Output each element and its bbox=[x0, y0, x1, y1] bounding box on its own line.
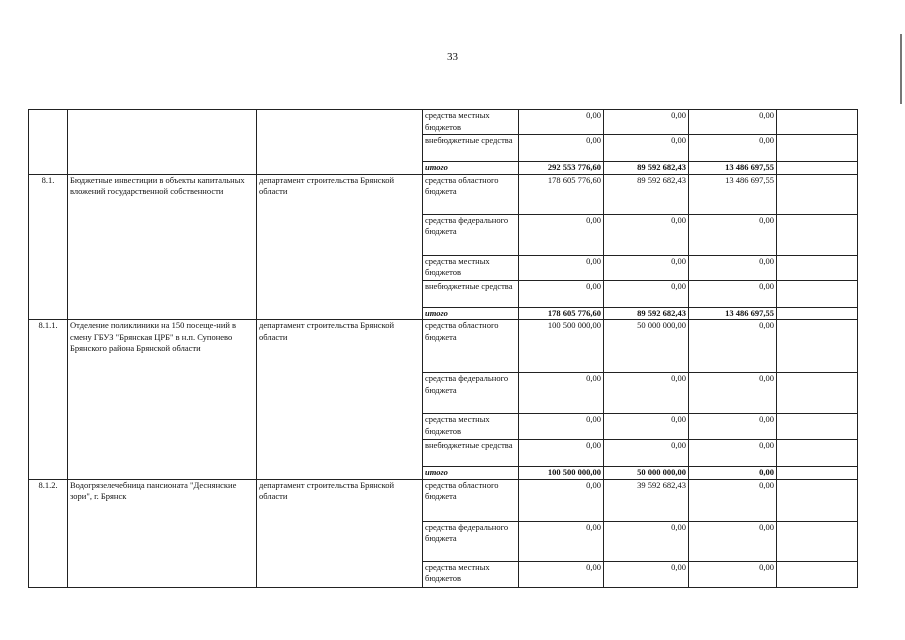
amount-cell-v1: 0,00 bbox=[519, 521, 604, 561]
funding-source-cell: средства областного бюджета bbox=[423, 174, 519, 214]
funding-source-cell: средства областного бюджета bbox=[423, 479, 519, 521]
code-cell: 8.1.2. bbox=[29, 479, 68, 587]
amount-cell-v3: 0,00 bbox=[689, 373, 777, 414]
amount-cell-v1: 178 605 776,60 bbox=[519, 307, 604, 320]
scan-edge-mark bbox=[900, 34, 902, 104]
amount-cell-v3: 0,00 bbox=[689, 479, 777, 521]
amount-cell-v2: 0,00 bbox=[604, 373, 689, 414]
amount-cell-v2: 0,00 bbox=[604, 255, 689, 280]
funding-source-cell: внебюджетные средства bbox=[423, 135, 519, 162]
name-cell: Отделение поликлиники на 150 посеще-ний в смену ГБУЗ "Брянская ЦРБ" в н.п. Супонево Брянского района Брянской области bbox=[68, 320, 257, 480]
code-cell: 8.1. bbox=[29, 174, 68, 320]
amount-cell-v3: 0,00 bbox=[689, 280, 777, 307]
funding-source-cell: внебюджетные средства bbox=[423, 440, 519, 467]
amount-cell-v2: 89 592 682,43 bbox=[604, 307, 689, 320]
funding-source-cell: средства федерального бюджета bbox=[423, 214, 519, 255]
amount-cell-v4 bbox=[777, 521, 858, 561]
amount-cell-v1: 292 553 776,60 bbox=[519, 162, 604, 175]
executor-cell bbox=[257, 110, 423, 175]
funding-source-cell: средства местных бюджетов bbox=[423, 110, 519, 135]
amount-cell-v4 bbox=[777, 174, 858, 214]
table-row bbox=[29, 174, 858, 214]
amount-cell-v1: 0,00 bbox=[519, 414, 604, 440]
amount-cell-v3: 0,00 bbox=[689, 561, 777, 587]
amount-cell-v3: 13 486 697,55 bbox=[689, 307, 777, 320]
name-cell bbox=[68, 110, 257, 175]
amount-cell-v4 bbox=[777, 440, 858, 467]
amount-cell-v1: 0,00 bbox=[519, 255, 604, 280]
amount-cell-v1: 0,00 bbox=[519, 135, 604, 162]
amount-cell-v2: 50 000 000,00 bbox=[604, 467, 689, 480]
amount-cell-v4 bbox=[777, 280, 858, 307]
amount-cell-v1: 100 500 000,00 bbox=[519, 467, 604, 480]
amount-cell-v3: 0,00 bbox=[689, 521, 777, 561]
funding-source-cell: средства местных бюджетов bbox=[423, 561, 519, 587]
amount-cell-v2: 0,00 bbox=[604, 521, 689, 561]
funding-source-cell: внебюджетные средства bbox=[423, 280, 519, 307]
budget-table-body bbox=[29, 110, 858, 588]
amount-cell-v2: 50 000 000,00 bbox=[604, 320, 689, 373]
amount-cell-v3: 0,00 bbox=[689, 414, 777, 440]
amount-cell-v2: 0,00 bbox=[604, 561, 689, 587]
amount-cell-v1: 0,00 bbox=[519, 561, 604, 587]
name-cell: Водогрязелечебница пансионата "Деснянские зори", г. Брянск bbox=[68, 479, 257, 587]
executor-cell: департамент строительства Брянской области bbox=[257, 320, 423, 480]
amount-cell-v2: 0,00 bbox=[604, 414, 689, 440]
amount-cell-v4 bbox=[777, 110, 858, 135]
amount-cell-v3: 13 486 697,55 bbox=[689, 162, 777, 175]
code-cell: 8.1.1. bbox=[29, 320, 68, 480]
amount-cell-v3: 0,00 bbox=[689, 214, 777, 255]
table-row bbox=[29, 110, 858, 135]
amount-cell-v2: 0,00 bbox=[604, 135, 689, 162]
funding-source-cell: средства областного бюджета bbox=[423, 320, 519, 373]
amount-cell-v1: 100 500 000,00 bbox=[519, 320, 604, 373]
executor-cell: департамент строительства Брянской области bbox=[257, 174, 423, 320]
amount-cell-v4 bbox=[777, 320, 858, 373]
budget-table bbox=[28, 109, 858, 588]
amount-cell-v1: 0,00 bbox=[519, 280, 604, 307]
amount-cell-v2: 89 592 682,43 bbox=[604, 174, 689, 214]
name-cell: Бюджетные инвестиции в объекты капитальных вложений государственной собственности bbox=[68, 174, 257, 320]
amount-cell-v3: 0,00 bbox=[689, 467, 777, 480]
amount-cell-v4 bbox=[777, 467, 858, 480]
amount-cell-v4 bbox=[777, 561, 858, 587]
table-row bbox=[29, 320, 858, 373]
funding-source-cell: средства местных бюджетов bbox=[423, 255, 519, 280]
amount-cell-v2: 0,00 bbox=[604, 440, 689, 467]
amount-cell-v4 bbox=[777, 162, 858, 175]
amount-cell-v1: 0,00 bbox=[519, 479, 604, 521]
amount-cell-v1: 0,00 bbox=[519, 110, 604, 135]
amount-cell-v3: 0,00 bbox=[689, 320, 777, 373]
funding-source-cell: средства местных бюджетов bbox=[423, 414, 519, 440]
amount-cell-v1: 178 605 776,60 bbox=[519, 174, 604, 214]
amount-cell-v3: 0,00 bbox=[689, 135, 777, 162]
amount-cell-v4 bbox=[777, 255, 858, 280]
funding-source-cell: итого bbox=[423, 467, 519, 480]
amount-cell-v4 bbox=[777, 414, 858, 440]
amount-cell-v3: 0,00 bbox=[689, 440, 777, 467]
amount-cell-v4 bbox=[777, 214, 858, 255]
amount-cell-v4 bbox=[777, 479, 858, 521]
amount-cell-v2: 0,00 bbox=[604, 214, 689, 255]
page-number: 33 bbox=[447, 51, 458, 63]
amount-cell-v4 bbox=[777, 135, 858, 162]
amount-cell-v4 bbox=[777, 307, 858, 320]
amount-cell-v1: 0,00 bbox=[519, 440, 604, 467]
amount-cell-v2: 39 592 682,43 bbox=[604, 479, 689, 521]
amount-cell-v3: 0,00 bbox=[689, 255, 777, 280]
amount-cell-v2: 0,00 bbox=[604, 280, 689, 307]
amount-cell-v2: 0,00 bbox=[604, 110, 689, 135]
amount-cell-v2: 89 592 682,43 bbox=[604, 162, 689, 175]
amount-cell-v1: 0,00 bbox=[519, 214, 604, 255]
amount-cell-v3: 13 486 697,55 bbox=[689, 174, 777, 214]
amount-cell-v3: 0,00 bbox=[689, 110, 777, 135]
funding-source-cell: итого bbox=[423, 307, 519, 320]
funding-source-cell: средства федерального бюджета bbox=[423, 373, 519, 414]
table-row bbox=[29, 479, 858, 521]
amount-cell-v4 bbox=[777, 373, 858, 414]
code-cell bbox=[29, 110, 68, 175]
amount-cell-v1: 0,00 bbox=[519, 373, 604, 414]
executor-cell: департамент строительства Брянской области bbox=[257, 479, 423, 587]
funding-source-cell: итого bbox=[423, 162, 519, 175]
funding-source-cell: средства федерального бюджета bbox=[423, 521, 519, 561]
